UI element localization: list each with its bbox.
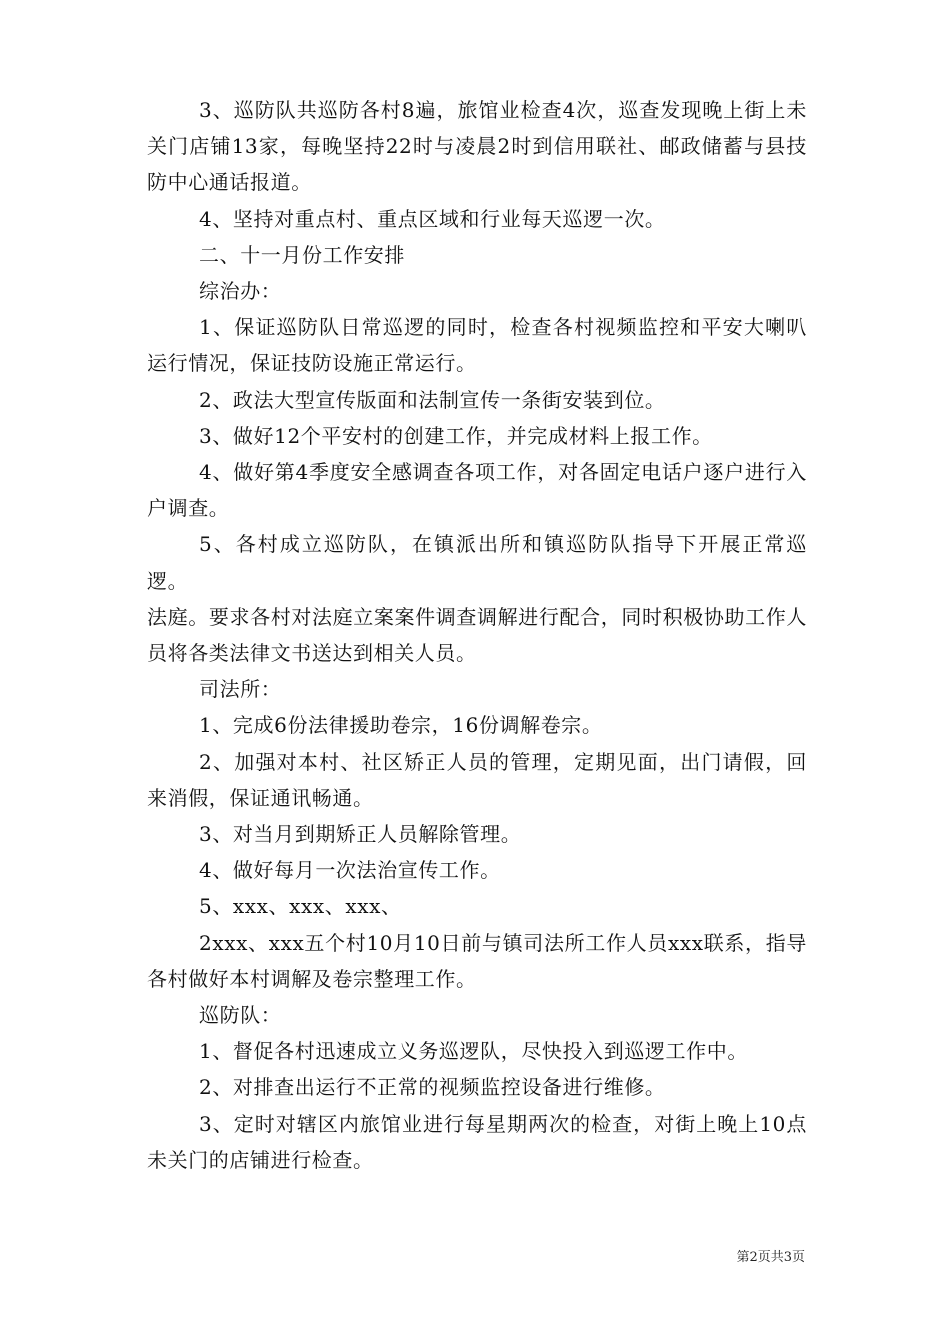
paragraph: 2、加强对本村、社区矫正人员的管理，定期见面，出门请假，回来消假，保证通讯畅通。	[147, 749, 807, 810]
paragraph: 2、政法大型宣传版面和法制宣传一条街安装到位。	[199, 387, 666, 412]
paragraph: 2xxx、xxx五个村10月10日前与镇司法所工作人员xxx联系，指导各村做好本村调解及卷宗整理工作。	[147, 930, 807, 991]
paragraph: 3、巡防队共巡防各村8遍，旅馆业检查4次，巡查发现晚上街上未关门店铺13家，每晚坚持22时与凌晨2时到信用联社、邮政储蓄与县技防中心通话报道。	[147, 98, 807, 195]
paragraph: 4、坚持对重点村、重点区域和行业每天巡逻一次。	[199, 206, 666, 231]
paragraph: 1、督促各村迅速成立义务巡逻队，尽快投入到巡逻工作中。	[199, 1039, 748, 1064]
section-heading: 二、十一月份工作安排	[199, 242, 405, 267]
paragraph: 5、xxx、xxx、xxx、	[199, 894, 402, 919]
paragraph: 1、完成6份法律援助卷宗，16份调解卷宗。	[199, 713, 603, 738]
paragraph: 1、保证巡防队日常巡逻的同时，检查各村视频监控和平安大喇叭运行情况，保证技防设施正常运行。	[147, 315, 807, 376]
paragraph: 3、做好12个平安村的创建工作，并完成材料上报工作。	[199, 423, 713, 448]
paragraph: 3、对当月到期矫正人员解除管理。	[199, 822, 522, 847]
subsection-heading: 巡防队：	[199, 1003, 282, 1028]
page-number: 第2页共3页	[736, 1250, 805, 1265]
paragraph: 法庭。要求各村对法庭立案案件调查调解进行配合，同时积极协助工作人员将各类法律文书送达到相关人员。	[147, 604, 807, 666]
document-body	[147, 92, 807, 1178]
subsection-heading: 综治办：	[199, 279, 282, 304]
paragraph: 4、做好第4季度安全感调查各项工作，对各固定电话户逐户进行入户调查。	[147, 460, 807, 521]
paragraph: 4、做好每月一次法治宣传工作。	[199, 858, 501, 883]
paragraph: 5、各村成立巡防队，在镇派出所和镇巡防队指导下开展正常巡逻。	[147, 532, 807, 593]
subsection-heading: 司法所：	[199, 677, 282, 702]
paragraph: 3、定时对辖区内旅馆业进行每星期两次的检查，对街上晚上10点未关门的店铺进行检查。	[147, 1111, 807, 1172]
paragraph: 2、对排查出运行不正常的视频监控设备进行维修。	[199, 1075, 666, 1100]
